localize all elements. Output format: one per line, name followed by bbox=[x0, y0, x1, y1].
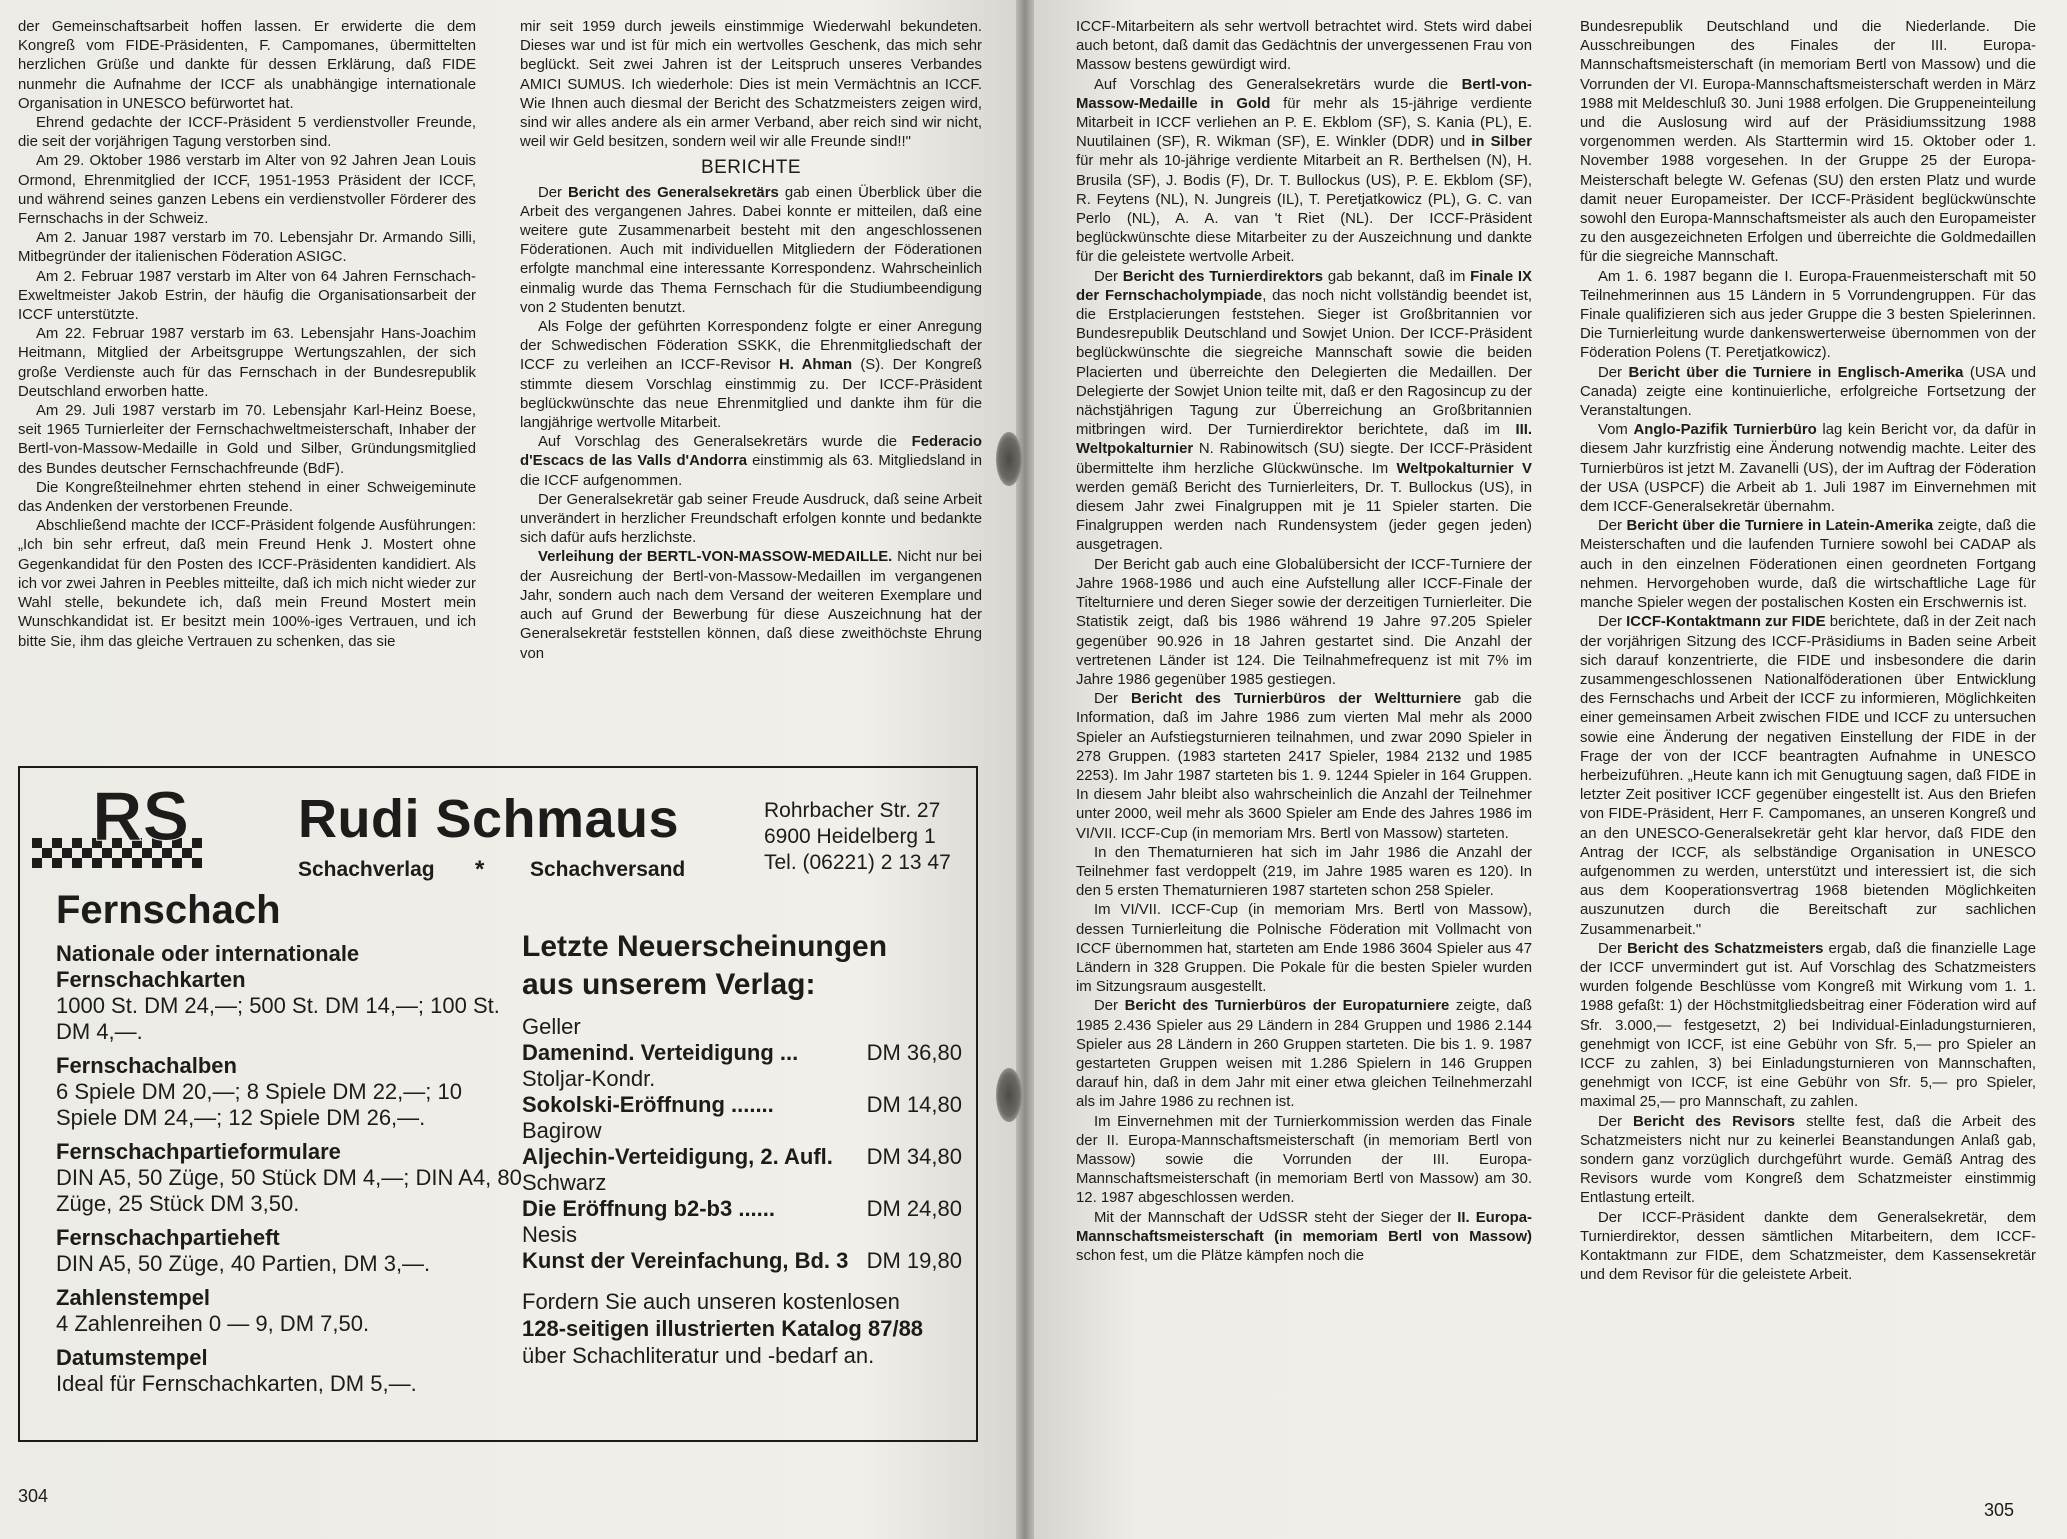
paragraph: Am 1. 6. 1987 begann die I. Europa-Frauenmeisterschaft mit 50 Teilnehmerinnen aus 15 Ländern in 5 Vorrundengruppen. Für das Finale qualifizieren sich aus jeder Gruppe die 3 besten Spielerinnen. Die Turnierleitung wurde dankenswerterweise übernommen von der Föderation Polens (T. Peretjatkowicz). bbox=[1580, 268, 2036, 362]
paragraph: Der Bericht des Turnierbüros der Europaturniere zeigte, daß 1985 2.436 Spieler aus 29 Ländern in 284 Gruppen und 1986 2.144 Spieler aus 28 Ländern in 260 Gruppen starteten. Die bis 1. 9. 1987 gestarteten Gruppen weisen mit 1.286 Spielern in 146 Gruppen darauf hin, daß in dem Jahr mit einer etwa gleichen Teilnehmerzahl als im Jahre 1986 zu rechnen ist. bbox=[1076, 998, 1532, 1111]
paragraph: mir seit 1959 durch jeweils einstimmige Wiederwahl bekundeten. Dieses war und ist für mich ein wertvolles Geschenk, das mich sehr beglückt. Seit zwei Jahren ist der Leitspruch unseres Verbandes AMICI SUMUS. Ich wiederhole: Dies ist mein Vermächtnis an ICCF. Wie Ihnen auch diesmal der Bericht des Schatzmeisters zeigen wird, sind wir alles andere als ein armer Verband, aber reich sind wir nicht, weil wir Geld besitzen, sondern weil wir alle Freunde sind!!" bbox=[520, 19, 982, 151]
paragraph: Der Bericht des Turnierdirektors gab bekannt, daß im Finale IX der Fernschacholympiade, das noch nicht vollständig beendet ist, die Erstplacierungen feststehen. Sieger ist Großbritannien vor Bundesrepublik Deutschland und Sowjet Union. Der ICCF-Präsident beglückwünschte die siegreiche Mannschaft sowie die beiden Placierten und überreichte den Delegierten die Medaillen. Der Delegierte der Sowjet Union teilte mit, daß er den Ragosincup zu der nächstjährigen Tagung zur Überreichung an Großbritannien mitbringen wird. Der Turnierdirektor berichtete, daß im III. Weltpokalturnier N. Rabinowitsch (SU) siegte. Der ICCF-Präsident übermittelte ihm herzliche Glückwünsche. Im Weltpokalturnier V werden gemäß Bericht des Turnierleiters, Dr. T. Bullockus (US), in diesem Jahr zwei Finalgruppen mit je 11 Spieler starten. Die Finalgruppen werden nach Rundensystem (jeder gegen jeden) ausgetragen. bbox=[1076, 268, 1532, 554]
product-item: Fernschachalben 6 Spiele DM 20,—; 8 Spiele DM 22,—; 10 Spiele DM 24,—; 12 Spiele DM 26,—. bbox=[56, 1053, 462, 1130]
paragraph: Der Bericht des Generalsekretärs gab einen Überblick über die Arbeit des vergangenen Jahres. Dabei konnte er mitteilen, daß eine weitere gute Zusammenarbeit besteht mit den angeschlossenen Föderationen. Auch mit individuellen Mitgliedern der Föderationen erfolgte manchmal eine interessante Korrespondenz. Wahrscheinlich einmalig wurde das Thema Fernschach für die Studiumbeendigung von 2 Studenten benutzt. bbox=[520, 184, 982, 316]
paragraph: Der Bericht des Turnierbüros der Weltturniere gab die Information, daß im Jahre 1986 zum vierten Mal mehr als 2000 Spieler an Aufstiegsturnieren teilnahmen, und zwar 2090 Spieler in 278 Gruppen. (1983 starteten 2417 Spieler, 1984 2132 und 1985 2253). Im Jahr 1987 starteten bis 1. 9. 1244 Spieler in 164 Gruppen. In diesem Jahr bleibt also wahrscheinlich die Anzahl der Teilnehmer unter 2000, weil mehr als 3600 Spieler am Ende des Jahres 1986 im VI/VII. ICCF-Cup (in memoriam Mrs. Bertl von Massow) starteten. bbox=[1076, 691, 1532, 842]
publisher-subtitle-1: Schachverlag bbox=[298, 858, 435, 881]
rs-logo bbox=[32, 778, 212, 878]
paragraph: Der ICCF-Präsident dankte dem Generalsekretär, dem Turnierdirektor, dessen sämtlichen Mitarbeitern, dem ICCF-Kontaktmann zur FIDE, dem Schatzmeister, dem Kassensekretär und dem Revisor für die geleistete Arbeit. bbox=[1580, 1209, 2036, 1284]
book-item: Stoljar-Kondr. Sokolski-Eröffnung ....... DM 14,80 bbox=[522, 1066, 962, 1117]
paragraph: Abschließend machte der ICCF-Präsident folgende Ausführungen: „Ich bin sehr erfreut, daß mein Freund Henk J. Mostert ohne Gegenkandidat für den Posten des ICCF-Präsidenten kandidiert. Als ich vor zwei Jahren in Peebles mitteilte, daß ich mich nicht wieder zur Wahl stelle, bekundete ich, daß mein Freund Mostert mein Wunschkandidat ist. Er besitzt mein 100%-iges Vertrauen, und ich bitte Sie, ihm das gleiche Vertrauen zu schenken, das sie bbox=[18, 518, 476, 650]
right-column-1 bbox=[1076, 18, 1532, 1266]
paragraph: Auf Vorschlag des Generalsekretärs wurde die Bertl-von-Massow-Medaille in Gold für mehr als 15-jährige verdiente Mitarbeit in ICCF verliehen an P. E. Ekblom (SF), S. Kania (PL), E. Nuutilainen (SF), R. Wikman (SF), E. Winkler (DDR) und in Silber für mehr als 10-jährige verdiente Mitarbeit an R. Berthelsen (N), H. Brusila (SF), J. Bodis (F), Dr. T. Bullockus (US), P. E. Ekblom (SF), R. Feytens (NL), N. Jungreis (IL), T. Peretjatkowicz (PL), G. C. van Perlo (NL), A. A. van 't Riet (NL). Der ICCF-Präsident beglückwünschte diese Mitarbeiter zu der Auszeichnung und dankte für die geleistete wertvolle Arbeit. bbox=[1076, 76, 1532, 266]
paragraph: In den Thematurnieren hat sich im Jahr 1986 die Anzahl der Teilnehmer fast verdoppelt (219, im Jahre 1985 waren es 120). In den 5 ersten Thematurnieren 1987 starteten schon 258 Spieler. bbox=[1076, 844, 1532, 900]
paragraph: Am 2. Januar 1987 verstarb im 70. Lebensjahr Dr. Armando Silli, Mitbegründer der italienischen Föderation ASIGC. bbox=[18, 230, 476, 266]
paragraph: Im VI/VII. ICCF-Cup (in memoriam Mrs. Bertl von Massow), dessen Turnierleitung die Polnische Föderation mit Vollmacht von ICCF übernommen hat, starteten am Ende 1986 3604 Spieler aus 47 Ländern in 328 Gruppen. Die Pokale für die besten Spieler wurden im Sitzungsraum ausgestellt. bbox=[1076, 902, 1532, 996]
svg-text:RS: RS bbox=[92, 778, 190, 855]
product-list bbox=[56, 888, 526, 1397]
product-item: Nationale oder internationale Fernschachkarten 1000 St. DM 24,—; 500 St. DM 14,—; 100 St. DM 4,—. bbox=[56, 941, 500, 1044]
product-title: Fernschach bbox=[56, 888, 281, 932]
paragraph: Im Einvernehmen mit der Turnierkommission werden das Finale der II. Europa-Mannschaftsmeisterschaft (in memoriam Bertl von Massow) sowie die Vorrunden der III. Europa-Mannschaftsmeisterschaft (in memoriam Bertl von Massow) am 30. 12. 1987 abgeschlossen werden. bbox=[1076, 1113, 1532, 1207]
binding-gutter bbox=[1016, 0, 1034, 1539]
paragraph: Am 29. Oktober 1986 verstarb im Alter von 92 Jahren Jean Louis Ormond, Ehrenmitglied der ICCF, 1951-1953 Präsident der ICCF, und während seines ganzen Lebens ein verdienstvoller Förderer des Fernschachs in der Schweiz. bbox=[18, 153, 476, 228]
book-item: Nesis Kunst der Vereinfachung, Bd. 3 DM 19,80 bbox=[522, 1222, 962, 1273]
punch-hole bbox=[996, 432, 1022, 486]
right-column-2 bbox=[1580, 18, 2036, 1285]
right-page bbox=[1034, 0, 2067, 1539]
paragraph: Am 22. Februar 1987 verstarb im 63. Lebensjahr Hans-Joachim Heitmann, Mitglied der Arbeitsgruppe Wertungszahlen, der sich große Verdienste auch für das Fernschach in der Bundesrepublik Deutschland erworben hatte. bbox=[18, 326, 476, 400]
left-page bbox=[0, 0, 1016, 1539]
page-number: 304 bbox=[18, 1486, 49, 1506]
paragraph: Auf Vorschlag des Generalsekretärs wurde die Federacio d'Escacs de las Valls d'Andorra einstimmig als 63. Mitgliedsland in die ICCF aufgenommen. bbox=[520, 434, 982, 489]
paragraph: Verleihung der BERTL-VON-MASSOW-MEDAILLE. Nicht nur bei der Ausreichung der Bertl-von-Massow-Medaillen im vergangenen Jahr, sondern auch nach dem Versand der weiteren Exemplare und auch auf Grund der Bewerbung für diese Auszeichnung hat der Generalsekretär feststellen können, daß diese zweithöchste Ehrung von bbox=[520, 549, 982, 662]
paragraph: Der Bericht des Revisors stellte fest, daß die Arbeit des Schatzmeisters nicht nur zu keinerlei Beanstandungen Anlaß gab, sondern ganz vorzüglich durchgeführt wurde. Gemäß Antrag des Revisors wurde vom Kongreß dem Schatzmeister einstimmig Entlastung erteilt. bbox=[1580, 1113, 2036, 1207]
paragraph: Vom Anglo-Pazifik Turnierbüro lag kein Bericht vor, da dafür in diesem Jahr kurzfristig eine Änderung notwendig machte. Leiter des Turnierbüros ist jetzt M. Zavanelli (US), der im Auftrag der Föderation der USA (USPCF) die Arbeit ab 1. Juli 1987 im Einvernehmen mit dem ICCF-Generalsekretär übernahm. bbox=[1580, 422, 2036, 516]
paragraph: Der Generalsekretär gab seiner Freude Ausdruck, daß seine Arbeit unverändert in herzlicher Freundschaft erfolgen konnte und bedankte sich dafür aufs herzlichste. bbox=[520, 491, 982, 547]
page-number: 305 bbox=[1984, 1500, 2015, 1520]
publisher-subtitle-2: Schachversand bbox=[530, 858, 686, 881]
book-list bbox=[522, 928, 962, 1369]
paragraph: der Gemeinschaftsarbeit hoffen lassen. Er erwiderte die dem Kongreß vom FIDE-Präsidenten, F. Campomanes, übermittelten herzlichen Grüße und dankte für dessen Erklärung, daß FIDE nunmehr die Aufnahme der ICCF als unabhängige internationale Organisation in UNESCO befürwortet hat. bbox=[18, 19, 476, 112]
product-item: Zahlenstempel 4 Zahlenreihen 0 — 9, DM 7,50. bbox=[56, 1285, 370, 1336]
product-item: Datumstempel Ideal für Fernschachkarten, DM 5,—. bbox=[56, 1345, 417, 1396]
paragraph: Der Bericht des Schatzmeisters ergab, daß die finanzielle Lage der ICCF unvermindert gut ist. Auf Vorschlag des Schatzmeisters wurden folgende Beschlüsse vom Kongreß mit Wirkung vom 1. 1. 1988 gefaßt: 1) der Höchstmitgliedsbeitrag einer Föderation wird auf Sfr. 3.000,— festgesetzt, 2) bei Individual-Einladungsturnieren, genehmigt von ICCF, ist eine Gebühr von Sfr. 5,— pro Spieler an ICCF zu zahlen, 3) bei Einladungsturnieren von Mannschaften, genehmigt von ICCF, ist eine Gebühr von Sfr. 5,— pro Spieler, maximal 25,— pro Mannschaft, zu zahlen. bbox=[1580, 940, 2036, 1111]
paragraph: Mit der Mannschaft der UdSSR steht der Sieger der II. Europa-Mannschaftsmeisterschaft (in memoriam Bertl von Massow) schon fest, um die Plätze kämpfen noch die bbox=[1076, 1209, 1532, 1264]
star-separator: * bbox=[475, 856, 485, 883]
paragraph: Ehrend gedachte der ICCF-Präsident 5 verdienstvoller Freunde, die seit der vorjährigen Tagung verstorben sind. bbox=[18, 115, 476, 151]
product-item: Fernschachpartieformulare DIN A5, 50 Züge, 50 Stück DM 4,—; DIN A4, 80 Züge, 25 Stück DM 3,50. bbox=[56, 1139, 522, 1216]
paragraph: Als Folge der geführten Korrespondenz folgte er einer Anregung der Schwedischen Föderation SSKK, die Ehrenmitgliedschaft der ICCF zu verleihen an ICCF-Revisor H. Ahman (S). Der Kongreß stimmte diesem Vorschlag einstimmig zu. Der ICCF-Präsident beglückwünschte das neue Ehrenmitglied und dankte ihm für die langjährige wertvolle Mitarbeit. bbox=[520, 319, 982, 432]
product-item: Fernschachpartieheft DIN A5, 50 Züge, 40 Partien, DM 3,—. bbox=[56, 1225, 431, 1276]
paragraph: Der Bericht über die Turniere in Englisch-Amerika (USA und Canada) zeigte eine kontinuierliche, erfolgreiche Fortsetzung der Veranstaltungen. bbox=[1580, 364, 2037, 420]
book-item: Bagirow Aljechin-Verteidigung, 2. Aufl. DM 34,80 bbox=[522, 1118, 962, 1169]
publisher-address: Rohrbacher Str. 27 6900 Heidelberg 1 Tel. (06221) 2 13 47 bbox=[764, 799, 951, 874]
paragraph: Der Bericht gab auch eine Globalübersicht der ICCF-Turniere der Jahre 1968-1986 und auch eine Aufstellung aller ICCF-Finale der Titelturniere und deren Sieger sowie der derzeitigen Turnierleiter. Die Statistik zeigt, daß bis 1986 während 19 Jahre 97.205 Spieler gegenüber 90.926 in 18 Jahren gestartet sind. Die Anzahl der vertretenen Länder ist 124. Die Teilnahmefrequenz ist mit 7% im Jahre 1986 gegenüber 1985 gestiegen. bbox=[1076, 556, 1532, 688]
paragraph: Am 29. Juli 1987 verstarb im 70. Lebensjahr Karl-Heinz Boese, seit 1965 Turnierleiter der Fernschachweltmeisterschaft, Inhaber der Bertl-von-Massow-Medaille in Gold und Silber, Gründungsmitglied des Bundes deutscher Fernschachfreunde (BdF). bbox=[18, 403, 476, 477]
punch-hole bbox=[996, 1068, 1022, 1122]
left-column-1 bbox=[18, 18, 476, 652]
paragraph: Bundesrepublik Deutschland und die Niederlande. Die Ausschreibungen des Finales der III. Europa-Mannschaftsmeisterschaft (in memoriam Bertl von Massow) und die Vorrunden der VI. Europa-Mannschaftsmeisterschaft werden in März 1988 mit Meldeschluß 30. Juni 1988 erfolgen. Die Gruppeneinteilung und die Auslosung wird auf der Präsidiumssitzung 1988 vorgenommen werden. Als Starttermin wird 15. Oktober oder 1. November 1988 vorgesehen. In der Gruppe 25 der Europa-Meisterschaft belegte W. Gefenas (SU) den ersten Platz und wurde damit neuer Europameister. Der ICCF-Präsident beglückwünschte sowohl den Europa-Mannschaftsmeister als auch den Europameister zu den ausgezeichneten Erfolgen und überreichte die Goldmedaillen für die siegreiche Mannschaft. bbox=[1580, 19, 2036, 266]
paragraph: Die Kongreßteilnehmer ehrten stehend in einer Schweigeminute das Andenken der verstorbenen Freunde. bbox=[18, 479, 476, 516]
publisher-name: Rudi Schmaus bbox=[298, 789, 680, 849]
catalog-notice: Fordern Sie auch unseren kostenlosen 128-seitigen illustrierten Katalog 87/88 über Schachliteratur und -bedarf an. bbox=[522, 1289, 924, 1368]
paragraph: Der ICCF-Kontaktmann zur FIDE berichtete, daß in der Zeit nach der vorjährigen Sitzung des ICCF-Präsidiums in Baden seine Arbeit sich darauf konzentrierte, die FIDE und insbesondere die darin zusammengeschlossenen Nationalföderationen über Entwicklung des Fernschachs und Arbeit der ICCF zu informieren, Möglichkeiten einer gemeinsamen Arbeit zwischen FIDE und ICCF zu untersuchen sowie eine Änderung der negativen Einstellung der FIDE in der Frage der von der ICCF beantragten Aufnahme in UNESCO herbeizuführen. „Heute kann ich mit Genugtuung sagen, daß FIDE in letzter Zeit positiver ICCF gegenüber eingestellt ist. Aus den Briefen von FIDE-Präsident, Herr F. Campomanes, an unseren Kongreß und an den UNESCO-Generalsekretär geht klar hervor, daß FIDE den Antrag der ICCF, als selbständige Organisation in UNESCO aufgenommen zu werden, unterstützt und interessiert ist, die sich aus dem Kooperationsvertrag 1968 bietenden Möglichkeiten auszunutzen durch die Bereitschaft zur sachlichen Zusammenarbeit." bbox=[1580, 614, 2036, 938]
book-item: Schwarz Die Eröffnung b2-b3 ...... DM 24,80 bbox=[522, 1170, 962, 1221]
paragraph: Am 2. Februar 1987 verstarb im Alter von 64 Jahren Fernschach-Exweltmeister Jakob Estrin, der häufig die Organisationsarbeit der ICCF unterstützte. bbox=[18, 268, 476, 324]
advertisement bbox=[18, 766, 978, 1442]
section-heading: BERICHTE bbox=[700, 157, 802, 179]
paragraph: Der Bericht über die Turniere in Latein-Amerika zeigte, daß die Meisterschaften und die laufenden Turniere sowohl bei CADAP als auch in den einzelnen Föderationen einen geordneten Fortgang nehmen. Hervorgehoben wurde, daß die wirtschaftliche Lage für manche Spieler wegen der postalischen Kosten ein Erschwernis ist. bbox=[1580, 518, 2036, 612]
book-list-heading: Letzte Neuerscheinungen aus unserem Verlag: bbox=[522, 930, 888, 1001]
left-column-2 bbox=[520, 18, 982, 664]
book-item: Geller Damenind. Verteidigung ... DM 36,80 bbox=[522, 1014, 962, 1065]
paragraph: ICCF-Mitarbeitern als sehr wertvoll betrachtet wird. Stets wird dabei auch betont, daß damit das Gedächtnis der unvergessenen Frau von Massow bestens gewürdigt wird. bbox=[1076, 19, 1532, 74]
